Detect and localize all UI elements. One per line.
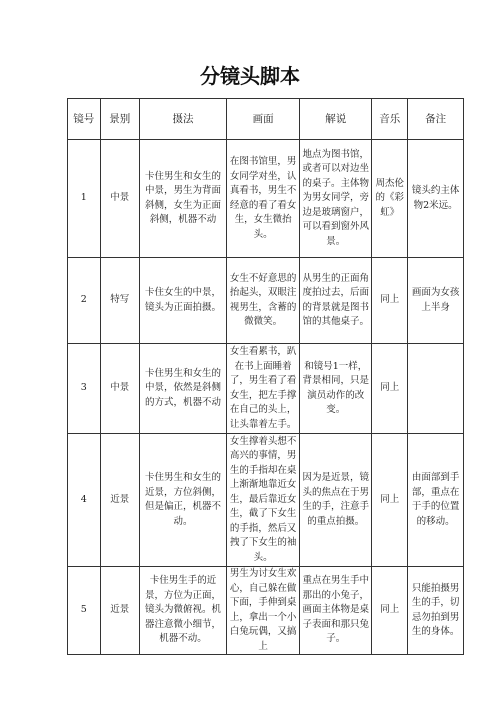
cell-picture: 女生看累书，趴在书上面睡着了，男生看了看女生，把左手撑在自己的头上，让头靠着左手。: [227, 344, 300, 434]
cell-music: 周杰伦的《彩虹》: [372, 140, 408, 258]
table-row: [68, 140, 464, 258]
cell-picture: 在图书馆里，男女同学对坐，认真看书，男生不经意的看了看女生，女生微抬头。: [227, 140, 300, 258]
cell-method: 卡住男生和女生的中景，男生为背面斜侧，女生为正面斜侧，机器不动: [139, 140, 226, 258]
header-picture: 画面: [227, 99, 300, 140]
header-remarks: 备注: [408, 99, 464, 140]
table-header: [68, 99, 464, 140]
cell-narration: 地点为图书馆，或者可以对边坐的桌子。主体物为男女同学，旁边是玻璃窗户，可以看到窗外风景。: [300, 140, 372, 258]
cell-music: 同上: [372, 344, 408, 434]
header-method: 摄法: [139, 99, 226, 140]
cell-shot-no: 1: [68, 140, 101, 258]
cell-method: 卡住女生的中景，镜头为正面拍摄。: [139, 258, 226, 344]
storyboard-table: [67, 98, 464, 655]
cell-method: 卡住男生和女生的中景，依然是斜侧的方式，机器不动: [139, 344, 226, 434]
cell-method: 卡住男生手的近景，方位为正面，镜头为微俯视。机器注意微小细节，机器不动。: [139, 567, 226, 655]
cell-shot-size: 近景: [100, 567, 139, 655]
header-shot-no: 镜号: [68, 99, 101, 140]
header-shot-size: 景别: [100, 99, 139, 140]
cell-music: 同上: [372, 434, 408, 567]
cell-shot-size: 近景: [100, 434, 139, 567]
cell-narration: 从男生的正面角度拍过去，后面的背景就是图书馆的其他桌子。: [300, 258, 372, 344]
header-narration: 解说: [300, 99, 372, 140]
table-row: [68, 258, 464, 344]
cell-narration: 因为是近景，镜头的焦点在于男生的手，注意手的重点拍摄。: [300, 434, 372, 567]
cell-shot-size: 中景: [100, 140, 139, 258]
cell-picture: 女生撑着头想不高兴的事情，男生的手指却在桌上渐渐地靠近女生，最后靠近女生，截了下女生的手指，然后又拽了下女生的袖头。: [227, 434, 300, 567]
cell-remarks: 由面部到手部，重点在于手的位置的移动。: [408, 434, 464, 567]
cell-narration: 重点在男生手中那出的小兔子，画面主体物是桌子表面和那只兔子。: [300, 567, 372, 655]
cell-remarks: [408, 344, 464, 434]
cell-narration: 和镜号1一样，背景相同，只是演员动作的改变。: [300, 344, 372, 434]
cell-shot-no: 3: [68, 344, 101, 434]
page-title: 分镜头脚本: [200, 64, 300, 88]
cell-shot-size: 中景: [100, 344, 139, 434]
cell-remarks: 只能拍摄男生的手，切忌勿拍到男生的身体。: [408, 567, 464, 655]
cell-method: 卡住男生和女生的近景，方位斜侧，但是偏正，机器不动。: [139, 434, 226, 567]
table-row: [68, 434, 464, 567]
cell-music: 同上: [372, 258, 408, 344]
table-row: [68, 344, 464, 434]
cell-picture: 女生不好意思的抬起头，双眼注视男生，含蓄的微微笑。: [227, 258, 300, 344]
cell-shot-no: 2: [68, 258, 101, 344]
cell-shot-no: 4: [68, 434, 101, 567]
header-row: [68, 99, 464, 140]
cell-picture: 男生为讨女生欢心，自己躲在做下面，手伸到桌上，拿出一个小白兔玩偶，又搞上: [227, 567, 300, 655]
header-music: 音乐: [372, 99, 408, 140]
table-row: [68, 567, 464, 655]
cell-remarks: 画面为女孩上半身: [408, 258, 464, 344]
cell-music: 同上: [372, 567, 408, 655]
cell-remarks: 镜头约主体物2米远。: [408, 140, 464, 258]
cell-shot-size: 特写: [100, 258, 139, 344]
cell-shot-no: 5: [68, 567, 101, 655]
